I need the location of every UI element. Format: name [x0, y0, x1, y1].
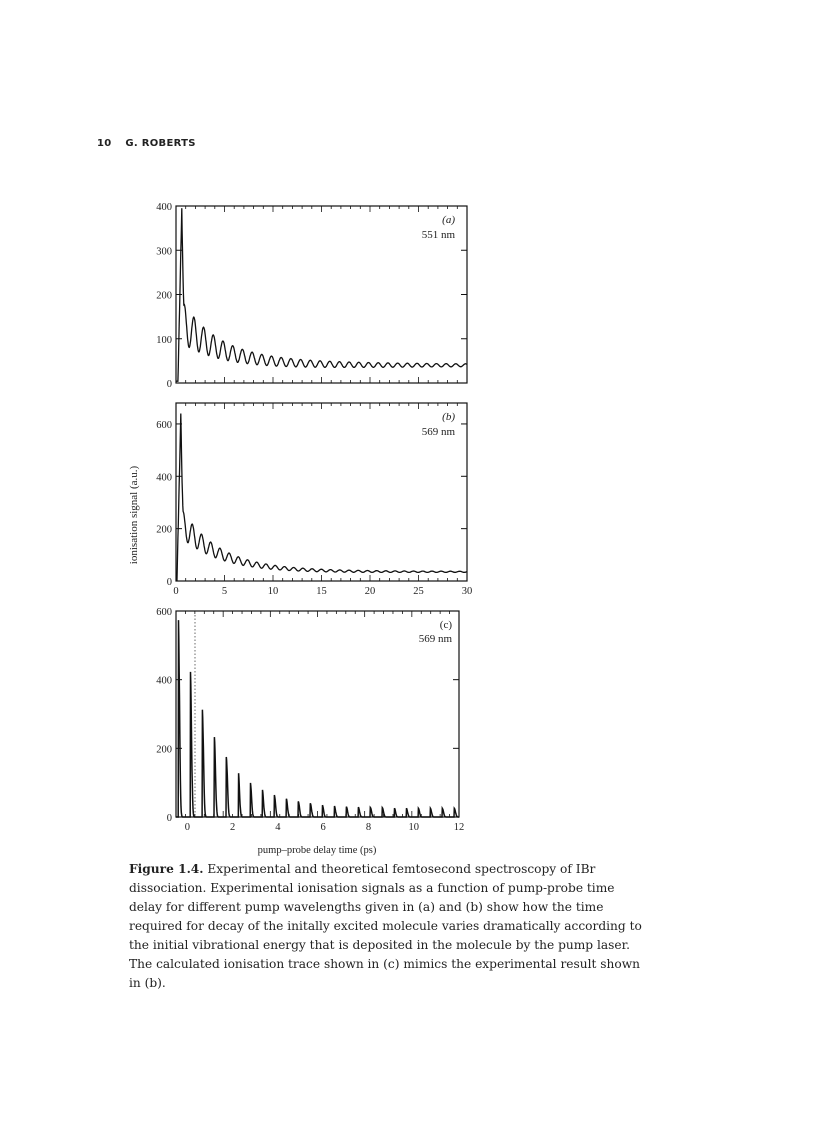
panel-2-ytick-label: 0 [166, 813, 172, 824]
panel-2-xtick-label: 4 [275, 822, 281, 833]
panel-2-xtick-label: 6 [320, 822, 326, 833]
panel-2-ytick-label: 600 [156, 607, 172, 618]
panel-0-ytick-label: 300 [156, 246, 172, 258]
panel-0-ytick-label: 200 [156, 290, 172, 302]
panel-c-annotation: 569 nm [418, 633, 452, 645]
panel-a-label: (a) [442, 214, 455, 226]
panel-1-xtick-label: 5 [221, 586, 228, 597]
running-title: G. ROBERTS [125, 138, 196, 149]
panel-b-label: (b) [442, 411, 455, 423]
caption-text: Experimental and theoretical femtosecond spectroscopy of IBr dissociation. Experimental ionisation signals as a function of pump-probe time delay for different pump wavelengths given in (a) and (b) show how the time required for decay of the initally excited molecule varies dramatically according to the initial vibrational energy that is deposited in the molecule by the pump laser. The calculated ionisation trace shown in (c) mimics the experimental result shown in (b). [129, 862, 642, 990]
panel-2-ytick-label: 200 [156, 744, 172, 756]
panel-1-xtick-label: 0 [173, 586, 179, 597]
caption-label: Figure 1.4. [129, 862, 204, 876]
x-axis-label: pump–probe delay time (ps) [257, 845, 377, 856]
panel-a-annotation: 551 nm [421, 229, 455, 241]
panel-1-xtick-label: 15 [316, 586, 327, 597]
panel-0-ytick-label: 100 [156, 334, 172, 346]
panel-b-annotation: 569 nm [421, 426, 455, 438]
panel-0-ytick-label: 400 [156, 202, 172, 213]
panel-1-ytick-label: 0 [166, 577, 172, 588]
panel-2-xtick-label: 10 [408, 822, 419, 833]
panel-1-xtick-label: 30 [461, 586, 473, 597]
figure-caption [129, 860, 649, 993]
panel-2-xtick-label: 12 [453, 822, 465, 833]
panel-c-frame [176, 611, 459, 817]
panel-b-trace [176, 414, 467, 581]
panel-1-xtick-label: 25 [413, 586, 424, 597]
panel-1-ytick-label: 200 [156, 524, 172, 536]
panel-2-ytick-label: 400 [156, 675, 172, 687]
panel-2-xtick-label: 0 [184, 822, 190, 833]
panel-c-label: (c) [439, 619, 452, 631]
panel-1-ytick-label: 400 [156, 472, 172, 484]
panel-0-ytick-label: 0 [166, 379, 172, 390]
panel-1-xtick-label: 20 [364, 586, 376, 597]
panel-2-xtick-label: 8 [365, 822, 372, 833]
panel-2-xtick-label: 2 [229, 822, 236, 833]
panel-1-xtick-label: 10 [267, 586, 279, 597]
panel-c-trace [176, 620, 459, 817]
panel-1-ytick-label: 600 [156, 419, 172, 431]
y-axis-label: ionisation signal (a.u.) [128, 465, 140, 565]
page-number: 10 [97, 138, 112, 149]
